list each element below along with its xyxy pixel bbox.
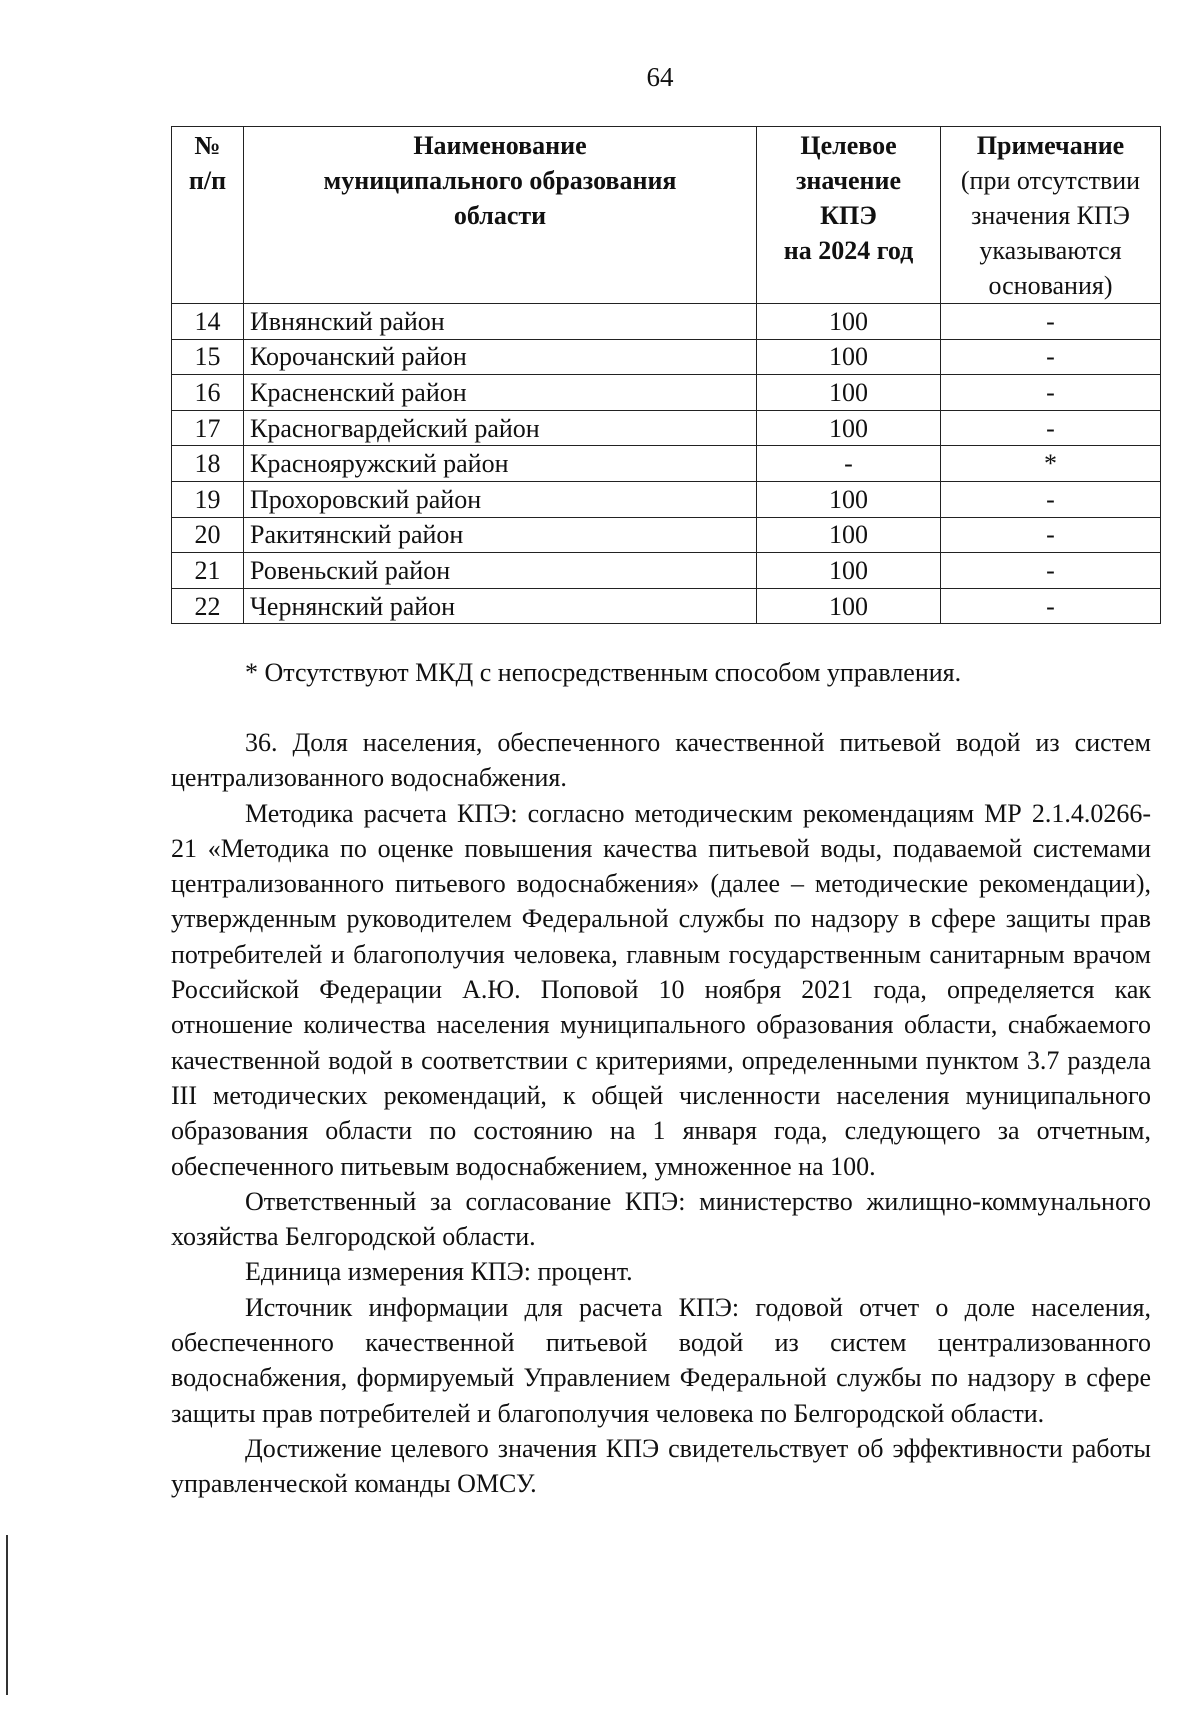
responsible-paragraph: Ответственный за согласование КПЭ: министерство жилищно-коммунального хозяйства Белгородской области. [171,1186,1151,1252]
cell-name: Красненский район [244,375,757,411]
scan-margin-line [6,1535,8,1695]
achievement-paragraph: Достижение целевого значения КПЭ свидетельствует об эффективности работы управленческой команды ОМСУ. [171,1433,1151,1499]
cell-name: Краснояружский район [244,446,757,482]
method-paragraph: Методика расчета КПЭ: согласно методическим рекомендациям МР 2.1.4.0266-21 «Методика по оценке повышения качества питьевой воды, подаваемой системами централизованного питьевого водоснабжения» (далее – методические рекомендации), утвержденным руководителем Федеральной службы по надзору в сфере защиты прав потребителей и благополучия человека, главным государственным санитарным врачом Российской Федерации А.Ю. Поповой 10 ноября 2021 года, определяется как отношение количества населения муниципального образования области, снабжаемого качественной водой в соответствии с критериями, определенными пунктом 3.7 раздела III методических рекомендаций, к общей численности населения муниципального образования области по состоянию на 1 января года, следующего за отчетным, обеспеченного питьевым водоснабжением, умноженное на 100. [171,798,1151,1181]
header-value [757,127,941,304]
table-footnote: * Отсутствуют МКД с непосредственным способом управления. [245,658,962,687]
header-note [941,127,1161,304]
source-paragraph: Источник информации для расчета КПЭ: годовой отчет о доле населения, обеспеченного качественной питьевой водой из систем централизованного водоснабжения, формируемый Управлением Федеральной службы по надзору в сфере защиты прав потребителей и благополучия человека по Белгородской области. [171,1292,1151,1428]
cell-note: - [941,517,1161,553]
cell-note: - [941,410,1161,446]
cell-value: 100 [757,339,941,375]
table-row [172,446,1161,482]
header-name-line: области [453,201,547,230]
cell-name: Корочанский район [244,339,757,375]
cell-num: 22 [172,588,244,624]
header-note-line: основания) [988,271,1113,300]
indicator-description [171,725,1151,1502]
cell-note: - [941,553,1161,589]
cell-value: 100 [757,517,941,553]
header-note-line: (при отсутствии [960,166,1141,195]
cell-note: - [941,375,1161,411]
cell-name: Ивнянский район [244,304,757,340]
page-number: 64 [646,62,674,92]
table-row [172,517,1161,553]
cell-num: 16 [172,375,244,411]
cell-num: 14 [172,304,244,340]
cell-name: Чернянский район [244,588,757,624]
cell-num: 21 [172,553,244,589]
table-row [172,375,1161,411]
header-note-title: Примечание [976,131,1125,160]
cell-value: 100 [757,588,941,624]
cell-note: - [941,339,1161,375]
cell-note: - [941,481,1161,517]
cell-name: Прохоровский район [244,481,757,517]
cell-num: 19 [172,481,244,517]
table-header [172,127,1161,304]
cell-value: 100 [757,410,941,446]
header-num-line: № [194,131,221,160]
cell-note: - [941,588,1161,624]
cell-num: 20 [172,517,244,553]
cell-value: 100 [757,553,941,589]
cell-name: Красногвардейский район [244,410,757,446]
header-num-line: п/п [188,166,227,195]
cell-num: 15 [172,339,244,375]
cell-value: 100 [757,375,941,411]
table-row [172,304,1161,340]
cell-name: Ровеньский район [244,553,757,589]
kpe-table [171,126,1161,624]
cell-value: 100 [757,304,941,340]
table-row [172,588,1161,624]
header-note-line: указываются [979,236,1122,265]
table-row [172,339,1161,375]
header-value-line: КПЭ [820,201,877,230]
cell-value: 100 [757,481,941,517]
header-name-line: муниципального образования [323,166,677,195]
header-value-line: значение [795,166,902,195]
table-body [172,304,1161,624]
header-num [172,127,244,304]
cell-num: 18 [172,446,244,482]
cell-value: - [757,446,941,482]
header-name-line: Наименование [413,131,587,160]
table-row [172,410,1161,446]
header-value-line: на 2024 год [783,236,914,265]
unit-paragraph: Единица измерения КПЭ: процент. [245,1257,633,1287]
cell-num: 17 [172,410,244,446]
table-header-row [172,127,1161,304]
cell-note: - [941,304,1161,340]
header-name [244,127,757,304]
table-row [172,481,1161,517]
cell-name: Ракитянский район [244,517,757,553]
table-row [172,553,1161,589]
header-note-line: значения КПЭ [971,201,1130,230]
header-value-line: Целевое [800,131,897,160]
indicator-title-paragraph: 36. Доля населения, обеспеченного качественной питьевой водой из систем централизованного водоснабжения. [171,728,1151,793]
cell-note: * [941,446,1161,482]
